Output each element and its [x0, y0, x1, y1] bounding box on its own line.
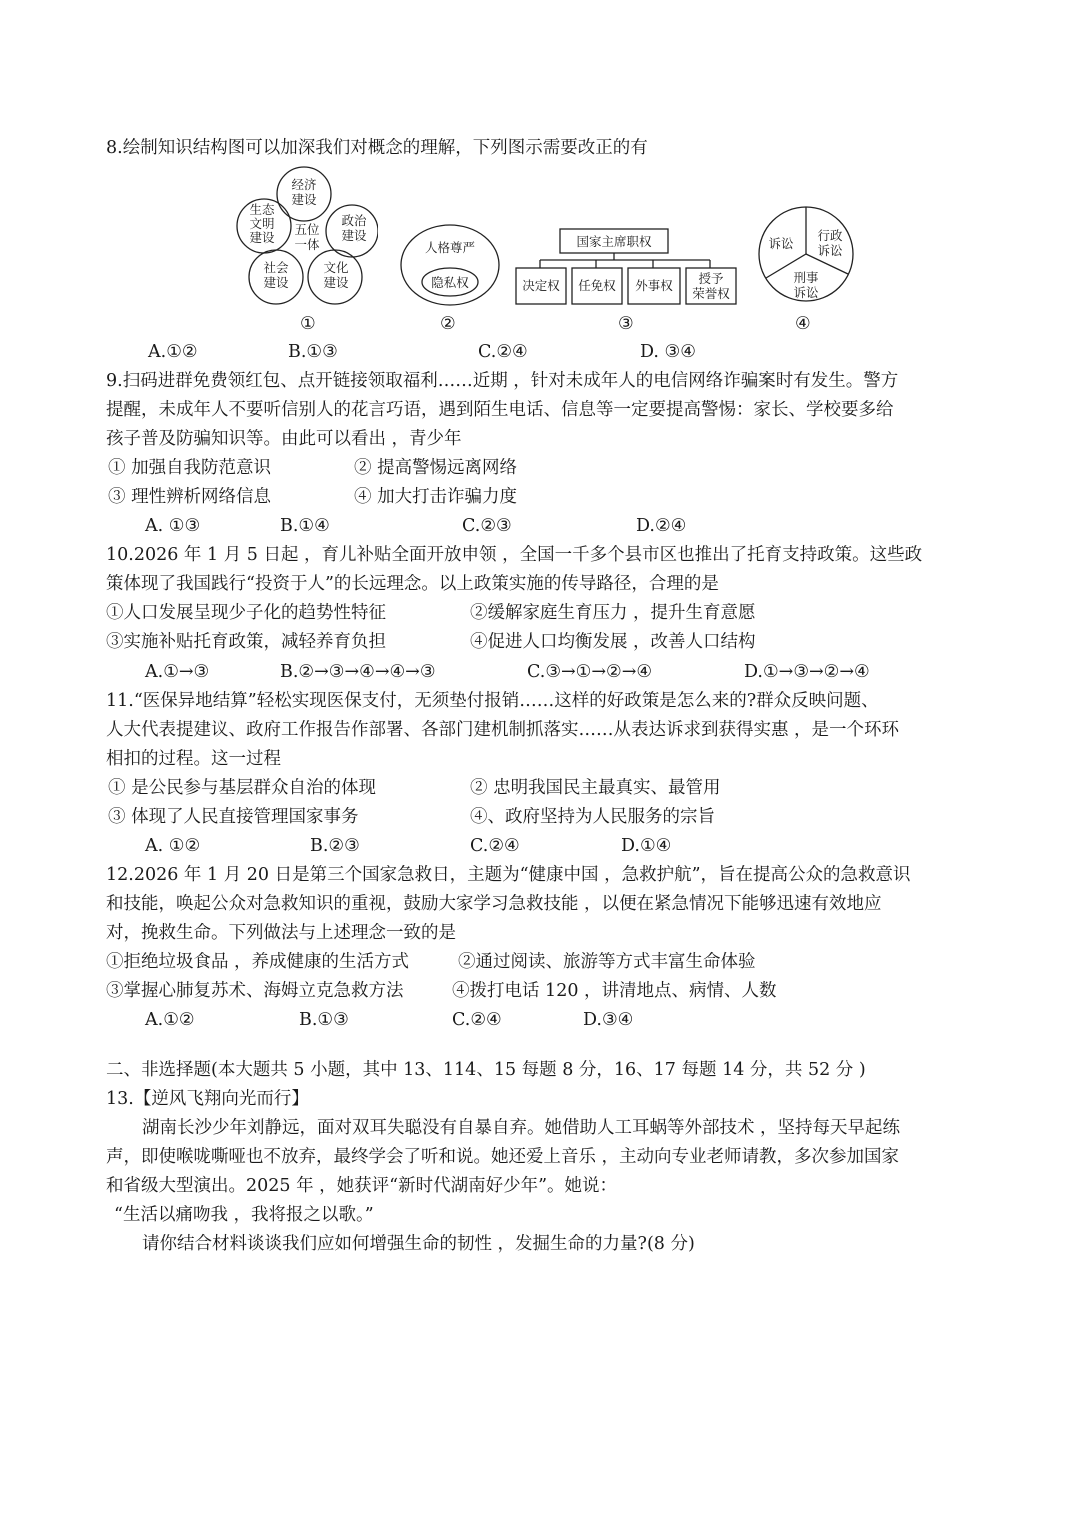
fig3-number: ③	[618, 314, 634, 334]
fig1-left-line1: 生态	[249, 202, 275, 217]
q10-item-4: ④促进人口均衡发展 ，改善人口结构	[470, 632, 756, 652]
q13-para-line1: 湖南长沙少年刘静远，面对双耳失聪没有自暴自弃。她借助人工耳蜗等外部技术 ，坚持每天早起练	[142, 1118, 901, 1138]
fig3-box-1: 决定权	[522, 278, 560, 293]
q12-option-a[interactable]: A.①②	[145, 1010, 195, 1030]
section-2-heading: 二、非选择题(本大题共 5 小题，其中 13、114、15 每题 8 分，16、17 每题 14 分，共 52 分 )	[106, 1060, 866, 1080]
fig1-center-line1: 五位	[294, 222, 320, 237]
fig4-left-label: 诉讼	[768, 236, 794, 251]
q10-stem-line1: 10.2026 年 1 月 5 日起 ，育儿补贴全面开放申领 ，全国一千多个县市区也推出了托育支持政策。这些政	[106, 545, 923, 565]
fig1-top-line2: 建设	[291, 192, 317, 207]
q12-item-3: ③掌握心肺复苏术、海姆立克急救方法	[106, 981, 404, 1001]
q11-option-c[interactable]: C.②④	[470, 836, 520, 856]
q8-option-c[interactable]: C.②④	[478, 342, 528, 362]
q10-stem-line2: 策体现了我国践行“投资于人”的长远理念。以上政策实施的传导路径，合理的是	[106, 574, 719, 594]
fig1-bottom-right-line2: 建设	[323, 275, 349, 290]
q12-item-2: ②通过阅读、旅游等方式丰富生命体验	[458, 952, 756, 972]
fig3-box-2: 任免权	[578, 278, 616, 293]
fig1-right-line1: 政治	[341, 213, 367, 228]
q11-item-4: ④、政府坚持为人民服务的宗旨	[470, 807, 715, 827]
q10-item-1: ①人口发展呈现少子化的趋势性特征	[106, 603, 386, 623]
q9-option-c[interactable]: C.②③	[462, 516, 512, 536]
figure-3-president-powers	[512, 226, 740, 310]
fig1-bottom-left-line1: 社会	[263, 260, 289, 275]
fig2-number: ②	[440, 314, 456, 334]
fig2-outer-label: 人格尊严	[424, 240, 476, 255]
fig1-number: ①	[300, 314, 316, 334]
fig1-left-line3: 建设	[249, 230, 275, 245]
q9-item-4: ④ 加大打击诈骗力度	[354, 487, 518, 507]
fig4-bottom-line2: 诉讼	[793, 285, 819, 300]
q9-stem-line3: 孩子普及防骗知识等。由此可以看出 ，青少年	[106, 429, 462, 449]
q9-stem-line2: 提醒，未成年人不要听信别人的花言巧语，遇到陌生电话、信息等一定要提高警惕：家长、学校要多给	[106, 400, 894, 420]
fig1-top-line1: 经济	[291, 177, 317, 192]
q9-option-d[interactable]: D.②④	[636, 516, 687, 536]
fig4-bottom-line1: 刑事	[793, 270, 819, 285]
q12-stem-line3: 对，挽救生命。下列做法与上述理念一致的是	[106, 923, 456, 943]
fig3-box-4-line2: 荣誉权	[692, 286, 730, 301]
q11-option-d[interactable]: D.①④	[621, 836, 672, 856]
q12-option-c[interactable]: C.②④	[452, 1010, 502, 1030]
q10-item-3: ③实施补贴托育政策，减轻养育负担	[106, 632, 386, 652]
figure-4-litigation-pie	[756, 204, 856, 304]
q12-item-1: ①拒绝垃圾食品 ，养成健康的生活方式	[106, 952, 410, 972]
q11-stem-line3: 相扣的过程。这一过程	[106, 749, 281, 769]
q13-prompt: 请你结合材料谈谈我们应如何增强生命的韧性 ，发掘生命的力量?(8 分)	[142, 1234, 695, 1254]
q10-option-a[interactable]: A.①→③	[145, 662, 210, 682]
q12-stem-line2: 和技能，唤起公众对急救知识的重视，鼓励大家学习急救技能 ，以便在紧急情况下能够迅速有效地应	[106, 894, 882, 914]
q13-para-line3: 和省级大型演出。2025 年 ，她获评“新时代湖南好少年”。她说：	[106, 1176, 618, 1196]
q12-option-d[interactable]: D.③④	[583, 1010, 634, 1030]
fig1-bottom-right-line1: 文化	[323, 260, 349, 275]
q9-item-1: ① 加强自我防范意识	[108, 458, 272, 478]
fig2-inner-label: 隐私权	[431, 275, 469, 290]
q8-stem: 8.绘制知识结构图可以加深我们对概念的理解，下列图示需要改正的有	[106, 138, 648, 158]
q9-item-2: ② 提高警惕远离网络	[354, 458, 518, 478]
q8-option-a[interactable]: A.①②	[148, 342, 198, 362]
fig1-right-line2: 建设	[341, 228, 367, 243]
q12-stem-line1: 12.2026 年 1 月 20 日是第三个国家急救日，主题为“健康中国 ，急救护航”，旨在提高公众的急救意识	[106, 865, 911, 885]
figure-1-five-in-one	[232, 164, 378, 308]
q11-item-1: ① 是公民参与基层群众自治的体现	[108, 778, 377, 798]
q11-stem-line2: 人大代表提建议、政府工作报告作部署、各部门建机制抓落实……从表达诉求到获得实惠 ，是一个环环	[106, 720, 900, 740]
fig4-right-line1: 行政	[817, 228, 843, 243]
q11-stem-line1: 11.“医保异地结算”轻松实现医保支付，无须垫付报销……这样的好政策是怎么来的?群众反映问题、	[106, 691, 879, 711]
q12-option-b[interactable]: B.①③	[299, 1010, 349, 1030]
q9-option-a[interactable]: A. ①③	[145, 516, 201, 536]
fig3-box-4-line1: 授予	[698, 271, 724, 286]
fig1-bottom-left-line2: 建设	[263, 275, 289, 290]
q8-option-b[interactable]: B.①③	[288, 342, 338, 362]
q13-quote: “生活以痛吻我 ，我将报之以歌。”	[114, 1205, 374, 1225]
q9-option-b[interactable]: B.①④	[280, 516, 330, 536]
fig4-right-line2: 诉讼	[817, 243, 843, 258]
q8-option-d[interactable]: D. ③④	[640, 342, 696, 362]
q10-option-c[interactable]: C.③→①→②→④	[527, 662, 653, 682]
q9-stem-line1: 9.扫码进群免费领红包、点开链接领取福利……近期 ，针对未成年人的电信网络诈骗案时有发生。警方	[106, 371, 899, 391]
q11-option-a[interactable]: A. ①②	[145, 836, 201, 856]
q11-option-b[interactable]: B.②③	[310, 836, 360, 856]
q11-item-2: ② 忠明我国民主最真实、最管用	[470, 778, 721, 798]
fig4-number: ④	[795, 314, 811, 334]
q9-item-3: ③ 理性辨析网络信息	[108, 487, 272, 507]
fig3-box-3: 外事权	[635, 278, 673, 293]
q10-option-b[interactable]: B.②→③→④→④→③	[280, 662, 436, 682]
fig1-center-line2: 一体	[294, 237, 320, 252]
fig1-left-line2: 文明	[249, 216, 275, 231]
q11-item-3: ③ 体现了人民直接管理国家事务	[108, 807, 359, 827]
q12-item-4: ④拨打电话 120 ，讲清地点、病情、人数	[452, 981, 777, 1001]
q13-para-line2: 声，即使喉咙嘶哑也不放弃，最终学会了听和说。她还爱上音乐 ，主动向专业老师请教，多次参加国家	[106, 1147, 900, 1167]
fig3-title: 国家主席职权	[576, 234, 652, 249]
figure-2-dignity	[398, 222, 502, 308]
q10-option-d[interactable]: D.①→③→②→④	[744, 662, 870, 682]
q10-item-2: ②缓解家庭生育压力 ，提升生育意愿	[470, 603, 756, 623]
q13-title: 13.【逆风飞翔向光而行】	[106, 1089, 309, 1109]
